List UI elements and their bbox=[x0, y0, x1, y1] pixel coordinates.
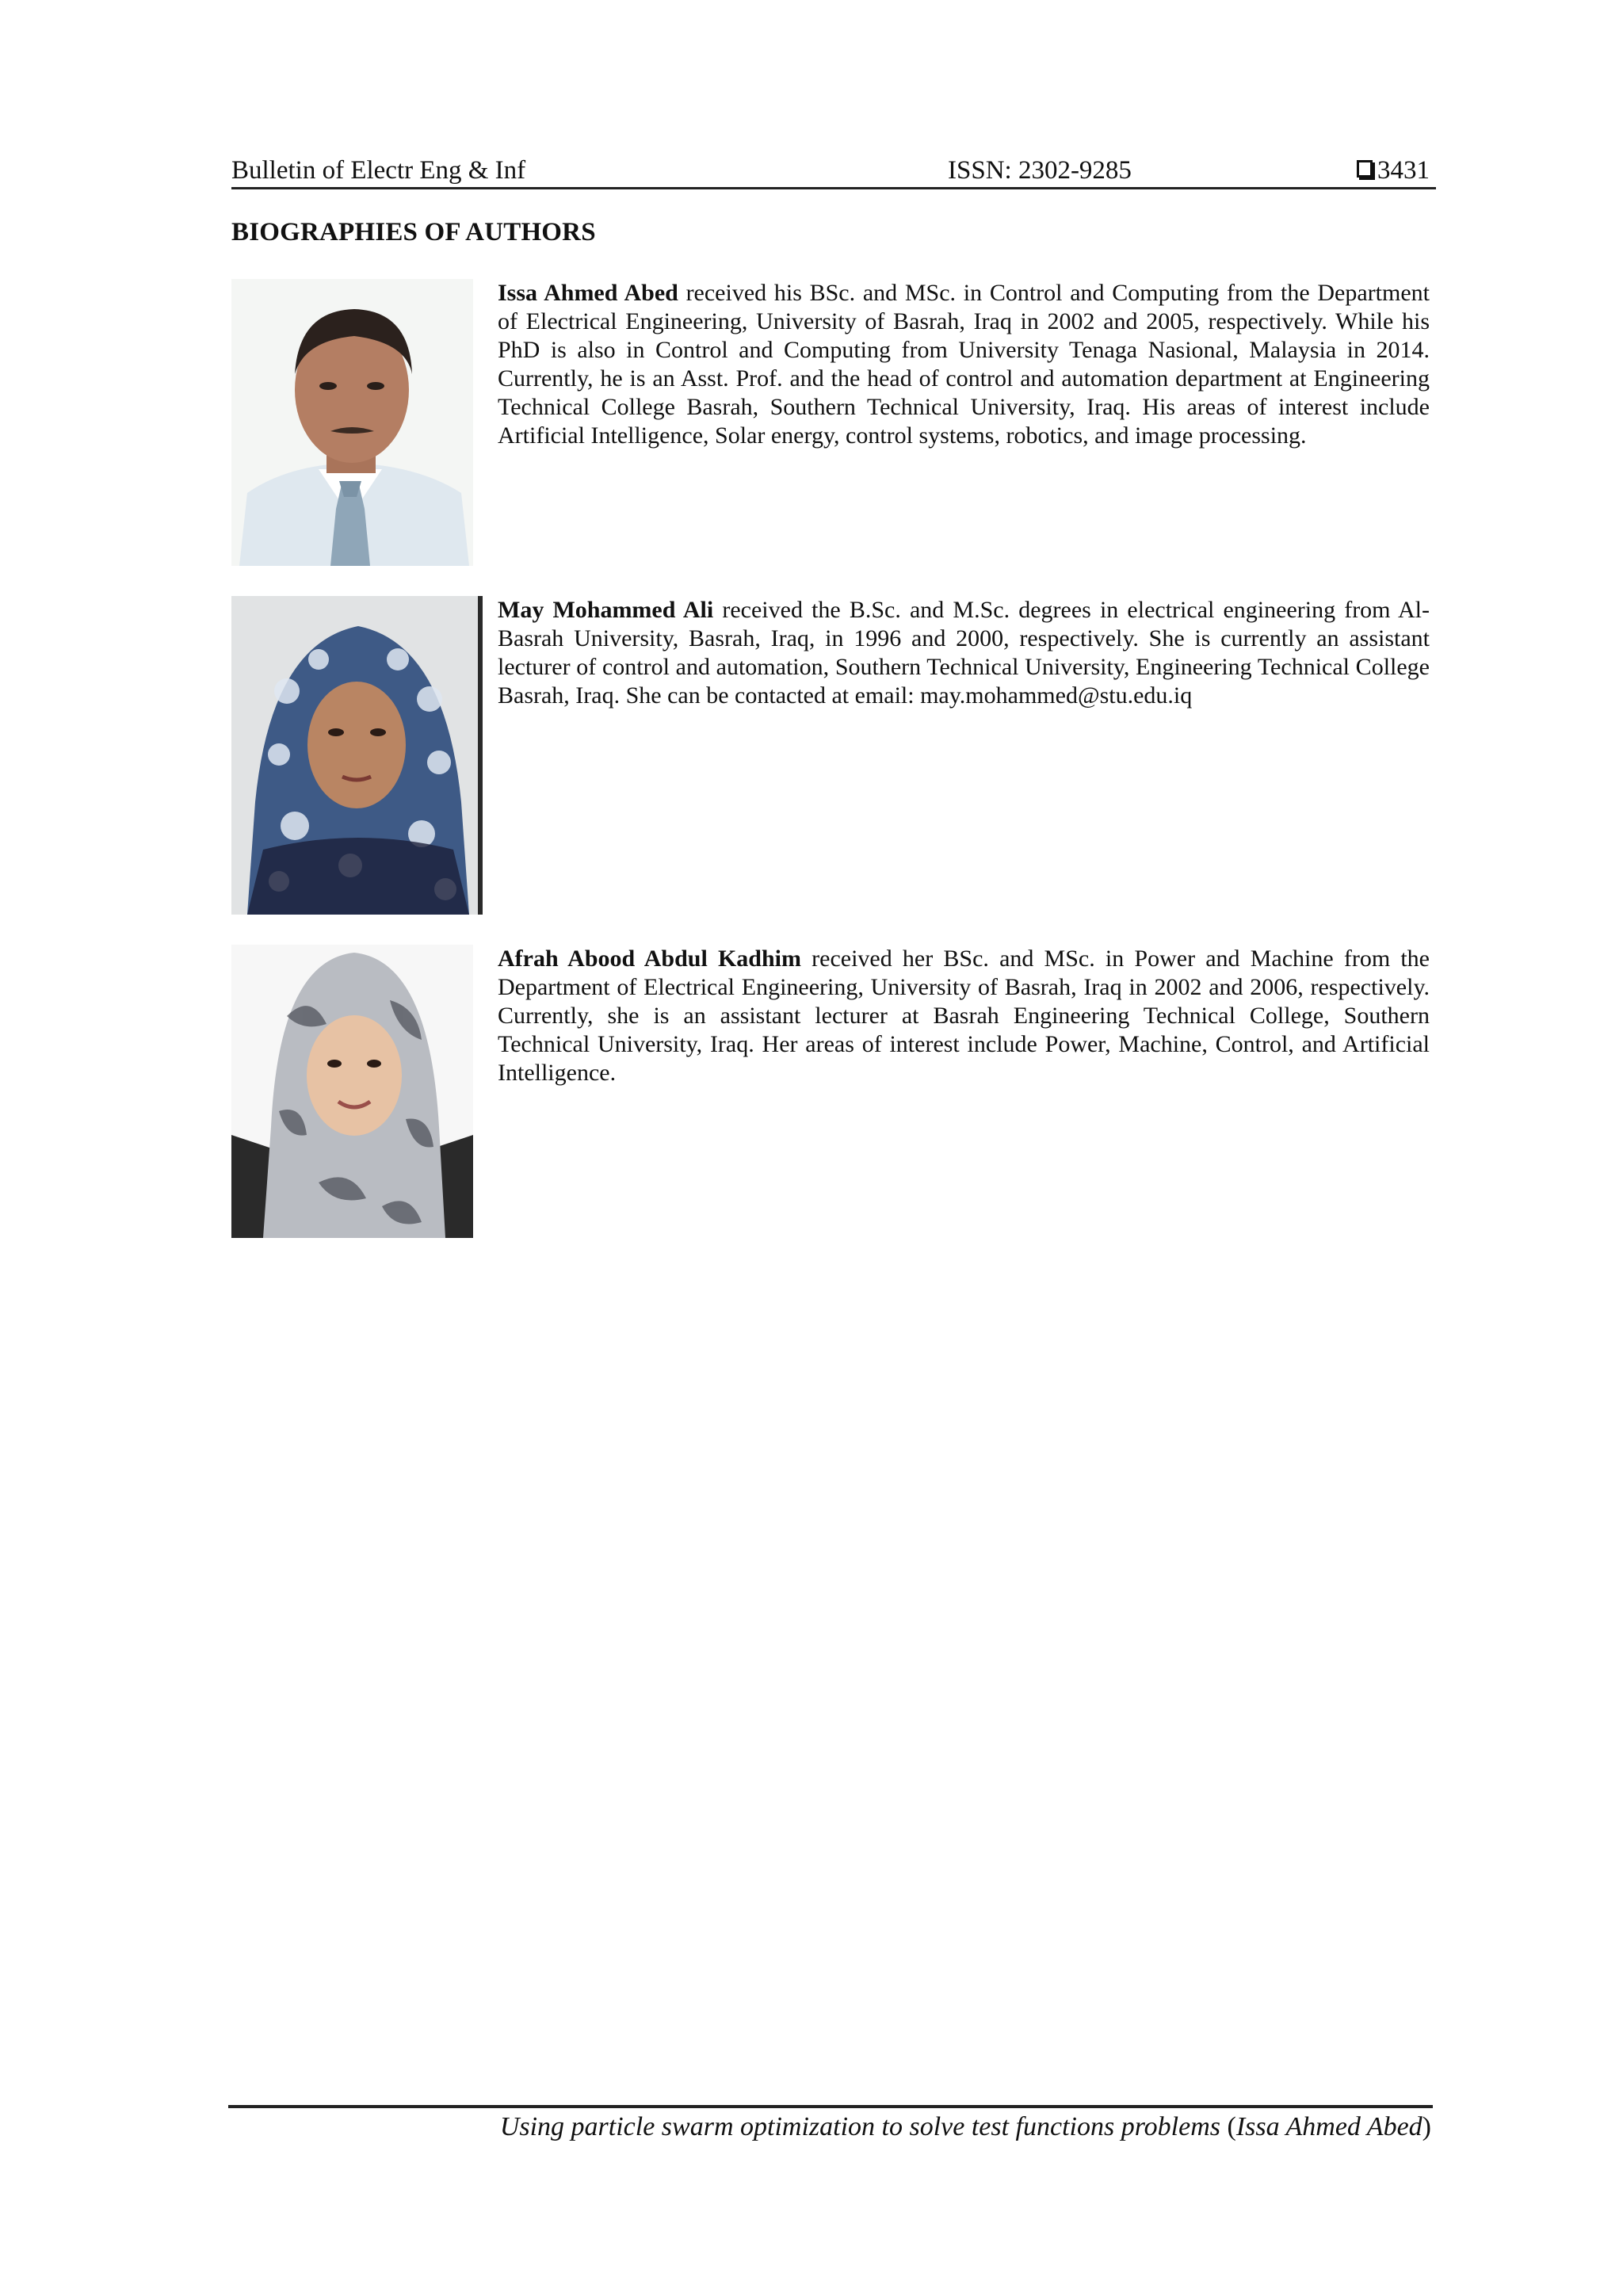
author-name: May Mohammed Ali bbox=[498, 597, 714, 623]
author-photo bbox=[231, 279, 473, 566]
author-bio-text bbox=[498, 596, 1430, 710]
running-header bbox=[231, 154, 1436, 189]
footer-title: Using particle swarm optimization to solve test functions problems bbox=[499, 2112, 1220, 2141]
page-number-value: 3431 bbox=[1377, 156, 1430, 185]
author-bio-text bbox=[498, 945, 1430, 1087]
author-bio-body: received her BSc. and MSc. in Power and Machine from the Department of Electrical Engineering, University of Basrah, Iraq in 2002 and 2006, respectively. Currently, she is an assistant lecturer at Basrah Engineering Technical College, Southern Technical University, Iraq. Her areas of interest include Power, Machine, Control, and Artificial Intelligence. bbox=[498, 946, 1430, 1086]
author-photo bbox=[231, 945, 473, 1238]
footer-rule bbox=[228, 2105, 1433, 2108]
issn: ISSN: 2302-9285 bbox=[948, 156, 1132, 185]
author-bio-body: received the B.Sc. and M.Sc. degrees in electrical engineering from Al-Basrah University, Basrah, Iraq, in 1996 and 2000, respectively. She is currently an assistant lecturer of control and automation, Southern Technical University, Engineering Technical College Basrah, Iraq. She can be contacted at email: may.mohammed@stu.edu.iq bbox=[498, 597, 1430, 709]
author-name: Issa Ahmed Abed bbox=[498, 280, 678, 306]
author-bio-text bbox=[498, 279, 1430, 450]
running-footer bbox=[500, 2110, 1431, 2145]
footer-author: Issa Ahmed Abed bbox=[1235, 2112, 1423, 2141]
page-box-icon bbox=[1357, 160, 1373, 178]
journal-name: Bulletin of Electr Eng & Inf bbox=[231, 156, 526, 185]
section-title: BIOGRAPHIES OF AUTHORS bbox=[231, 218, 596, 246]
author-photo bbox=[231, 596, 483, 915]
footer-open-paren: ( bbox=[1220, 2112, 1236, 2141]
author-bio-body: received his BSc. and MSc. in Control and Computing from the Department of Electrical Engineering, University of Basrah, Iraq in 2002 and 2005, respectively. While his PhD is also in Control and Computing from University Tenaga Nasional, Malaysia in 2014. Currently, he is an Asst. Prof. and the head of control and automation department at Engineering Technical College Basrah, Southern Technical University, Iraq. His areas of interest include Artificial Intelligence, Solar energy, control systems, robotics, and image processing. bbox=[498, 280, 1430, 449]
author-name: Afrah Abood Abdul Kadhim bbox=[498, 946, 801, 972]
page-number bbox=[1357, 154, 1430, 187]
footer-close-paren: ) bbox=[1422, 2112, 1431, 2141]
